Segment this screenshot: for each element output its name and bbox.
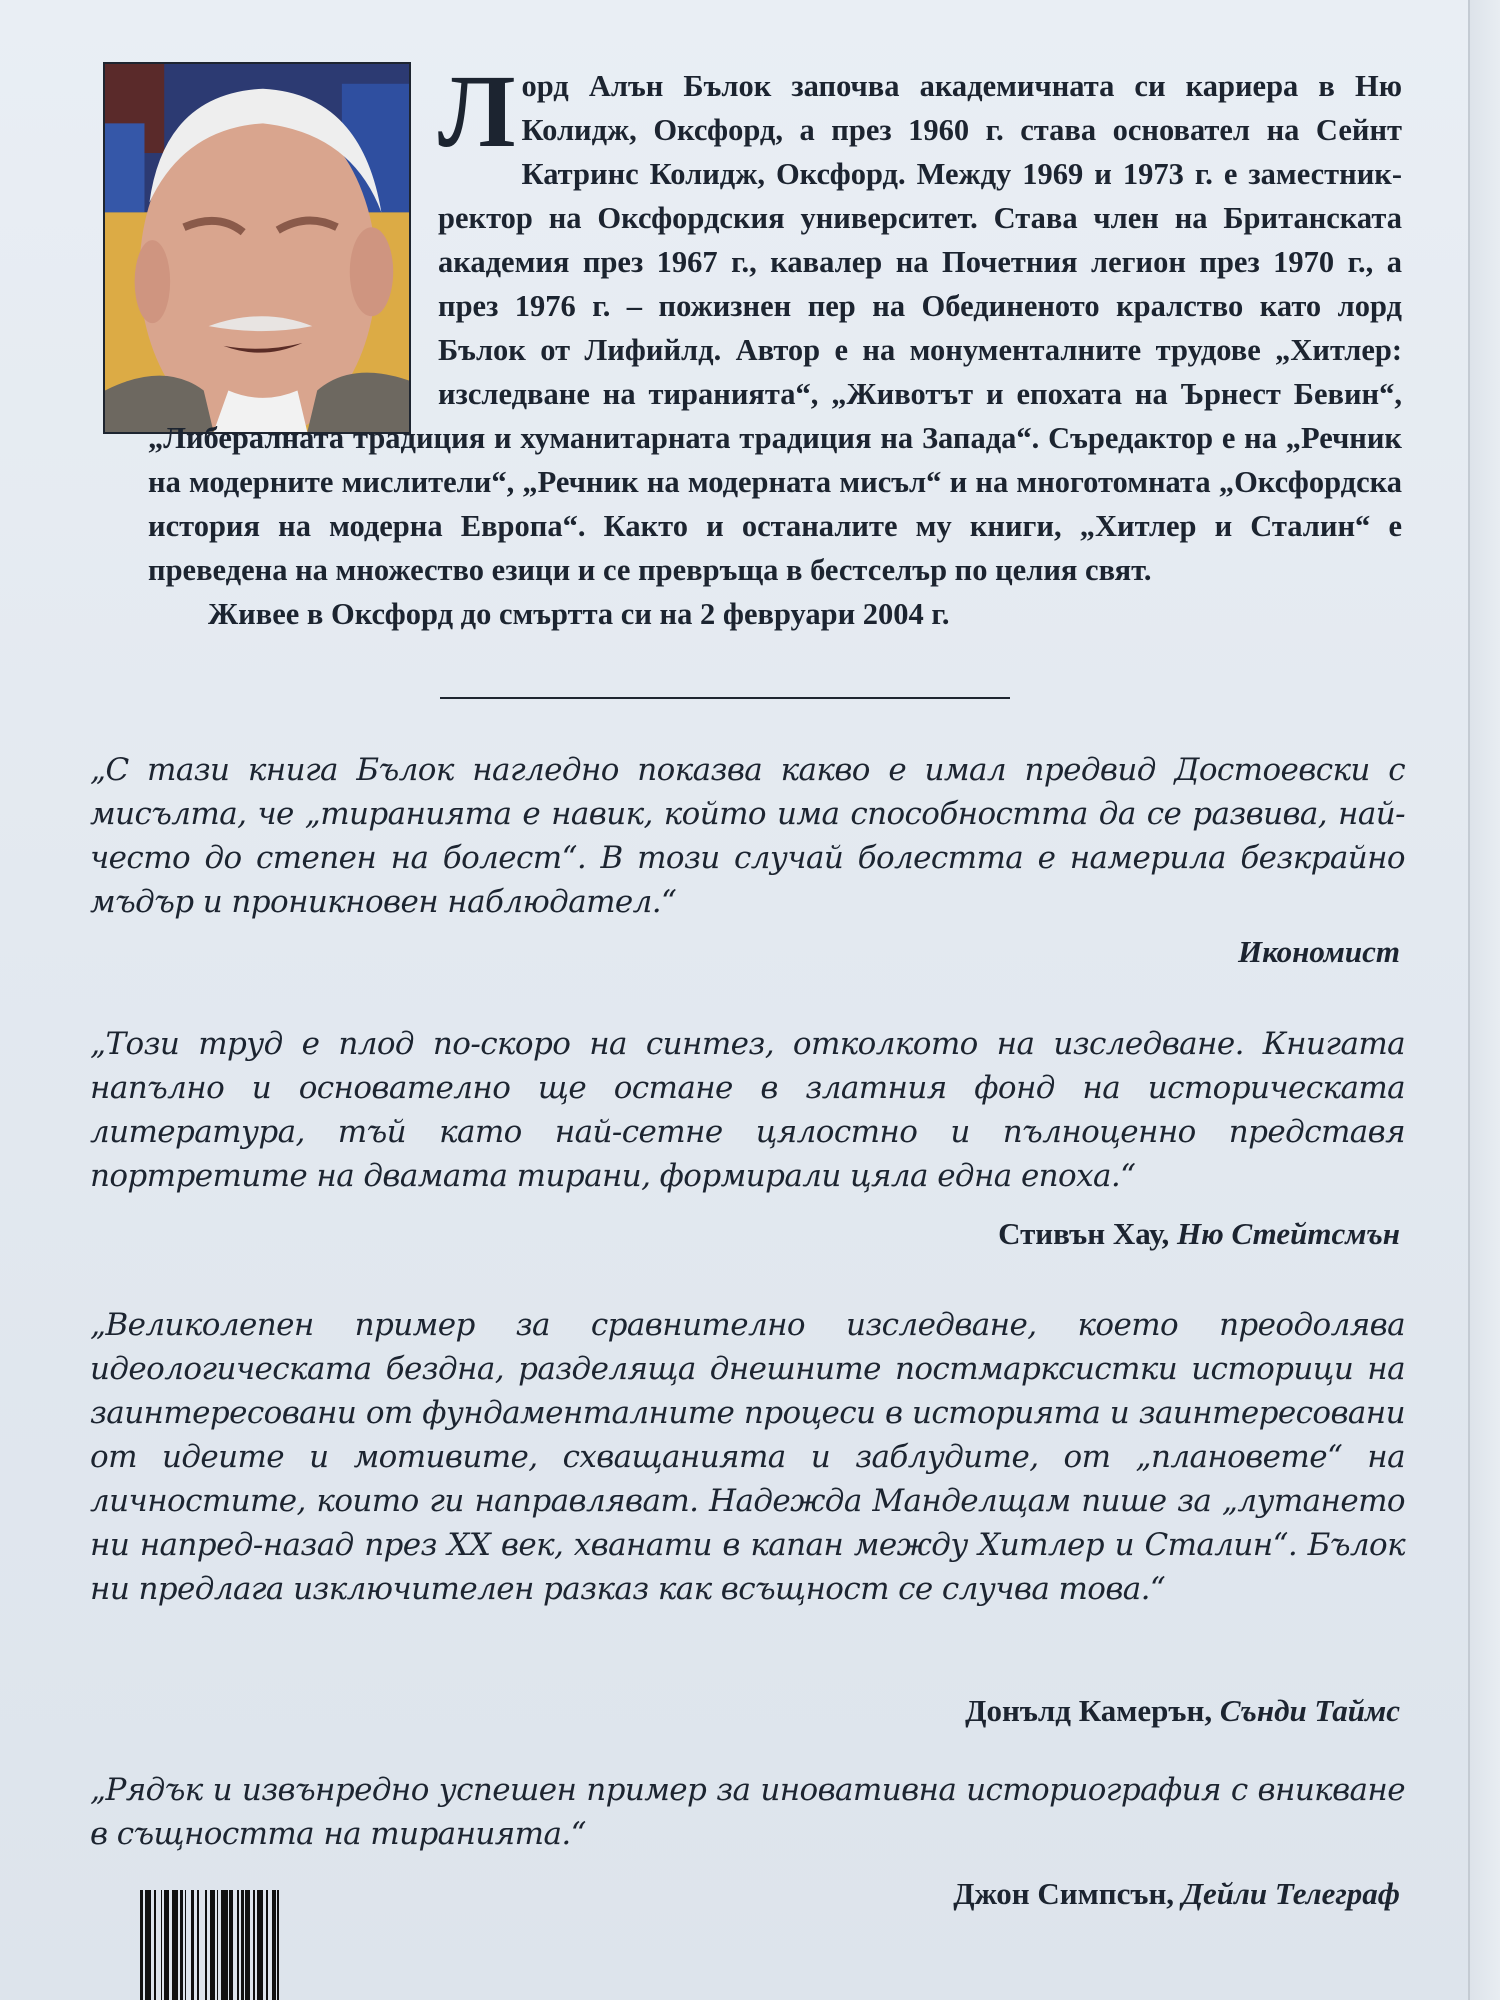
- review-attribution: [998, 1216, 1400, 1252]
- bio-death-note: Живее в Оксфорд до смъртта си на 2 февруари 2004 г.: [208, 597, 950, 631]
- review-publication: Ню Стейтсмън: [1177, 1216, 1400, 1251]
- photo-wrap-space: [148, 64, 438, 409]
- author-bio: [148, 54, 1402, 636]
- review-attribution: [1238, 934, 1400, 970]
- review-quote: „Този труд е плод по-скоро на синтез, отколкото на изследване. Книгата напълно и основателно ще остане в златния фонд на историческата литература, тъй като най-сетне цялостно и пълноценно представя портретите на двамата тирани, формирали цяла една епоха.“: [90, 1026, 1405, 1194]
- review-attribution: [965, 1693, 1400, 1729]
- review-publication: Дейли Телеграф: [1181, 1876, 1400, 1911]
- review-publication: Сънди Таймс: [1219, 1693, 1400, 1728]
- bio-text: орд Алън Бълок започва академичната си кариера в Ню Колидж, Оксфорд, а през 1960 г. става основател на Сейнт Катринс Колидж, Оксфорд. Между 1969 и 1973 г. е заместник-ректор на Оксфордския университет. Става член на Британската академия през 1967 г., кавалер на Почетния легион през 1970 г., а през 1976 г. – пожизнен пер на Обединеното кралство като лорд Бълок от Лифийлд. Автор е на монументалните трудове „Хитлер: изследване на тиранията“, „Животът и епохата на Ърнест Бевин“, „Либералната традиция и хуманитарната традиция на Запада“. Съредактор е на „Речник на модерните мислители“, „Речник на модерната мисъл“ и на многотомната „Оксфордска история на модерна Европа“. Както и останалите му книги, „Хитлер и Сталин“ е преведена на множество езици и се превръща в бестселър по целия свят.: [148, 69, 1402, 587]
- review-author: Донълд Камерън,: [965, 1693, 1213, 1728]
- review-quote: „Великолепен пример за сравнително изследване, което преодолява идеологическата бездна, разделяща днешните постмарксистки историци на заинтересовани от фундаменталните процеси в историята и заинтересовани от идеите и мотивите, схващанията и заблудите, от „плановете“ на личностите, които ги направляват. Надежда Манделщам пише за „лутането ни напред-назад през XX век, хванати в капан между Хитлер и Сталин“. Бълок ни предлага изключителен разказ как всъщност се случва това.“: [90, 1307, 1405, 1607]
- review-author: Джон Симпсън,: [953, 1876, 1175, 1911]
- review-publication: Икономист: [1237, 934, 1400, 969]
- page-edge-shade: [1470, 0, 1500, 2000]
- review-author: Стивън Хау,: [998, 1216, 1170, 1251]
- section-divider: [440, 697, 1010, 699]
- drop-cap: Л: [438, 54, 516, 169]
- page-edge: [1468, 0, 1470, 2000]
- review-attribution: [953, 1876, 1400, 1912]
- review-quote: „С тази книга Бълок нагледно показва какво е имал предвид Достоевски с мисълта, че „тиранията е навик, който има способността да се развива, най-често до степен на болест“. В този случай болестта е намерила безкрайно мъдър и проникновен наблюдател.“: [90, 752, 1405, 920]
- review-quote: „Рядък и извънредно успешен пример за иновативна историография с вникване в същността на тиранията.“: [90, 1772, 1405, 1852]
- barcode-icon: [140, 1890, 450, 2000]
- barcode-bar: [279, 1890, 282, 2000]
